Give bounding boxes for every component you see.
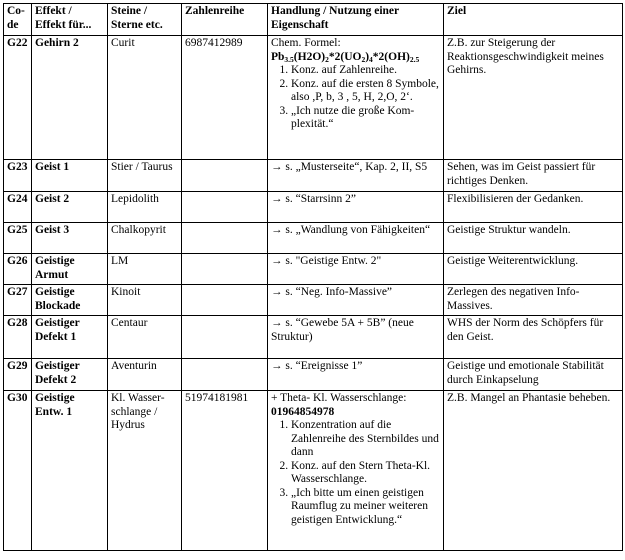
cell-goal: Zerlegen des negativen Info-Massives.: [444, 285, 623, 316]
header-code: Co-de: [4, 4, 32, 36]
table-row: [4, 285, 623, 316]
cell-number: [182, 254, 268, 285]
cell-stone: LM: [108, 254, 182, 285]
action-step: 1. Konz. auf Zahlenreihe.: [291, 64, 440, 78]
header-effect: Effekt / Effekt für...: [32, 4, 108, 36]
header-action: Handlung / Nutzung einer Eigenschaft: [268, 4, 444, 36]
action-text: s. „Wandlung von Fähigkeiten“: [285, 224, 431, 236]
table-row: [4, 254, 623, 285]
arrow-right-icon: →: [271, 286, 283, 298]
header-numbers: Zahlenreihe: [182, 4, 268, 36]
action-steps: [271, 419, 440, 527]
action-steps: [271, 64, 440, 132]
cell-number: [182, 223, 268, 254]
header-stones: Steine / Sterne etc.: [108, 4, 182, 36]
action-step: 1. Konzentration auf die Zahlenreihe des Sternbildes und dann: [291, 419, 440, 460]
cell-goal: Sehen, was im Geist passiert für richtiges Denken.: [444, 160, 623, 192]
cell-stone: Aventurin: [108, 359, 182, 391]
cell-goal: Flexibilisieren der Gedanken.: [444, 192, 623, 223]
cell-code: G23: [4, 160, 32, 192]
action-text: s. “Starrsinn 2”: [285, 193, 356, 205]
cell-number: [182, 359, 268, 391]
cell-stone: Kl. Wasser-schlange / Hydrus: [108, 391, 182, 551]
action-step: 3. „Ich nutze die große Kom-plexität.“: [291, 105, 440, 132]
cell-effect: Geistiger Defekt 1: [32, 316, 108, 359]
header-goal: Ziel: [444, 4, 623, 36]
table-row: [4, 192, 623, 223]
cell-number: [182, 316, 268, 359]
cell-effect: Geistige Armut: [32, 254, 108, 285]
header-row: [4, 4, 623, 36]
cell-action: [268, 192, 444, 223]
arrow-right-icon: →: [271, 193, 283, 205]
cell-stone: Centaur: [108, 316, 182, 359]
cell-goal: Z.B. zur Steigerung der Reaktionsgeschwindigkeit meines Gehirns.: [444, 36, 623, 160]
cell-goal: Geistige Struktur wandeln.: [444, 223, 623, 254]
cell-action: [268, 359, 444, 391]
cell-action: [268, 223, 444, 254]
cell-code: G28: [4, 316, 32, 359]
chemical-formula: $Pb_{3.5}(H2O)_2*2(UO_2)_4*2(OH)_{2.5}$: [271, 50, 420, 64]
arrow-right-icon: →: [271, 317, 283, 329]
table-row: [4, 160, 623, 192]
arrow-right-icon: →: [271, 255, 283, 267]
action-text: s. “Neg. Info-Massive”: [285, 286, 393, 298]
cell-action: [268, 160, 444, 192]
cell-goal: Z.B. Mangel an Phantasie beheben.: [444, 391, 623, 551]
arrow-right-icon: →: [271, 360, 283, 372]
cell-code: G22: [4, 36, 32, 160]
cell-stone: Kinoit: [108, 285, 182, 316]
action-intro: + Theta- Kl. Wasserschlange:: [271, 392, 407, 404]
table-row: [4, 316, 623, 359]
cell-number: [182, 192, 268, 223]
action-intro: Chem. Formel:: [271, 37, 341, 49]
cell-goal: Geistige und emotionale Stabilität durch Einkapselung: [444, 359, 623, 391]
table-row: [4, 359, 623, 391]
cell-code: G29: [4, 359, 32, 391]
cell-stone: Curit: [108, 36, 182, 160]
cell-action: [268, 391, 444, 551]
cell-number: [182, 285, 268, 316]
cell-stone: Chalkopyrit: [108, 223, 182, 254]
cell-action: [268, 254, 444, 285]
cell-effect: Geistige Entw. 1: [32, 391, 108, 551]
cell-number: 51974181981: [182, 391, 268, 551]
cell-code: G30: [4, 391, 32, 551]
cell-effect: Geist 1: [32, 160, 108, 192]
cell-effect: Geistiger Defekt 2: [32, 359, 108, 391]
cell-effect: Geist 2: [32, 192, 108, 223]
cell-code: G27: [4, 285, 32, 316]
action-step: 3. „Ich bitte um einen geistigen Raumflug zu meiner weiteren geistigen Entwicklung.“: [291, 487, 440, 528]
action-step: 2. Konz. auf die ersten 8 Symbole, also ,P, b, 3 , 5, H, 2,O, 2‘.: [291, 78, 440, 105]
cell-goal: WHS der Norm des Schöpfers für den Geist.: [444, 316, 623, 359]
cell-goal: Geistige Weiterentwicklung.: [444, 254, 623, 285]
cell-number: [182, 160, 268, 192]
cell-action: [268, 316, 444, 359]
arrow-right-icon: →: [271, 224, 283, 236]
cell-number: 6987412989: [182, 36, 268, 160]
arrow-right-icon: →: [271, 161, 283, 173]
action-text: s. „Musterseite“, Kap. 2, II, S5: [285, 161, 428, 173]
cell-action: [268, 285, 444, 316]
cell-stone: Lepidolith: [108, 192, 182, 223]
cell-code: G24: [4, 192, 32, 223]
star-number: 01964854978: [271, 405, 335, 418]
table-row: [4, 223, 623, 254]
cell-effect: Geistige Blockade: [32, 285, 108, 316]
cell-action: [268, 36, 444, 160]
action-text: s. “Ereignisse 1”: [285, 360, 363, 372]
cell-code: G25: [4, 223, 32, 254]
effects-table: [3, 3, 623, 551]
table-row: [4, 36, 623, 160]
cell-code: G26: [4, 254, 32, 285]
table-row: [4, 391, 623, 551]
action-step: 2. Konz. auf den Stern Theta-Kl. Wasserschlange.: [291, 460, 440, 487]
action-text: s. “Gewebe 5A + 5B” (neue Struktur): [271, 317, 414, 343]
action-text: s. "Geistige Entw. 2": [285, 255, 382, 267]
cell-stone: Stier / Taurus: [108, 160, 182, 192]
cell-effect: Gehirn 2: [32, 36, 108, 160]
cell-effect: Geist 3: [32, 223, 108, 254]
